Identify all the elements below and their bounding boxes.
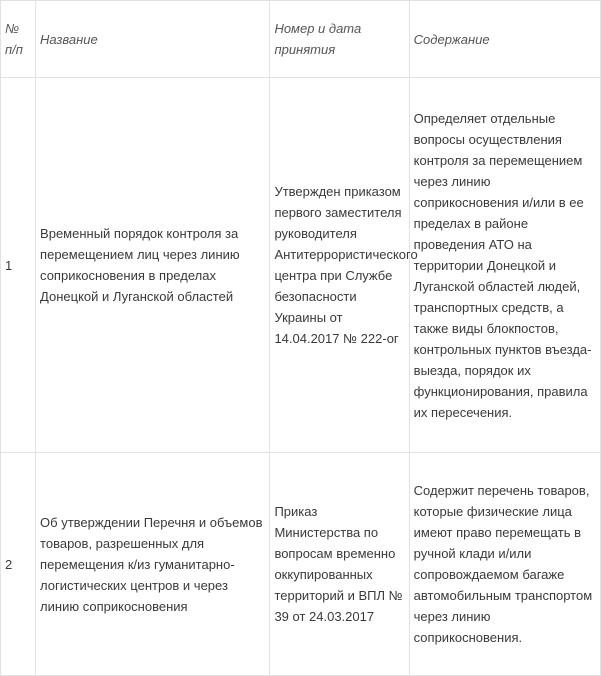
- row-content: Содержит перечень товаров, которые физические лица имеют право перемещать в ручной клади и/или сопровождаемом багаже автомобильным транспортом через линию соприкосновения.: [413, 483, 593, 645]
- table-row: [1, 78, 601, 453]
- header-number-date: [270, 1, 409, 78]
- cell-number-date: [270, 453, 409, 676]
- row-number-date: Приказ Министерства по вопросам временно оккупированных территорий и ВПЛ № 39 от 24.03.2017: [274, 504, 403, 624]
- row-name: Временный порядок контроля за перемещением лиц через линию соприкосновения в пределах Донецкой и Луганской областей: [40, 226, 240, 304]
- header-number-date-label: Номер и дата принятия: [274, 21, 362, 57]
- header-num-label: № п/п: [5, 21, 23, 57]
- cell-content: [409, 453, 600, 676]
- cell-name: [36, 78, 270, 453]
- row-number-date: Утвержден приказом первого заместителя руководителя Антитеррористического центра при Службе безопасности Украины от 14.04.2017 № 222-ог: [274, 184, 418, 346]
- cell-num: [1, 78, 36, 453]
- table-header: [1, 1, 601, 78]
- row-num: 2: [5, 556, 13, 572]
- row-num: 1: [5, 257, 13, 273]
- row-content: Определяет отдельные вопросы осуществления контроля за перемещением через линию соприкосновения и/или в ее пределах в районе проведения АТО на территории Донецкой и Луганской областей людей, транспортных средств, а также виды блокпостов, контрольных пунктов въезда-выезда, порядок их функционирования, правила их пересечения.: [413, 110, 592, 420]
- cell-number-date: [270, 78, 418, 453]
- header-num: [1, 1, 36, 78]
- header-name: [36, 1, 270, 78]
- cell-content: [409, 78, 600, 453]
- header-name-label: Название: [40, 31, 98, 47]
- cell-num: [1, 453, 36, 676]
- header-row: [1, 1, 601, 78]
- header-content: [409, 1, 600, 78]
- header-content-label: Содержание: [413, 31, 490, 47]
- cell-name: [36, 453, 270, 676]
- row-name: Об утверждении Перечня и объемов товаров, разрешенных для перемещения к/из гуманитарно-логистических центров и через линию соприкосновения: [40, 514, 263, 614]
- table-row: [1, 453, 601, 676]
